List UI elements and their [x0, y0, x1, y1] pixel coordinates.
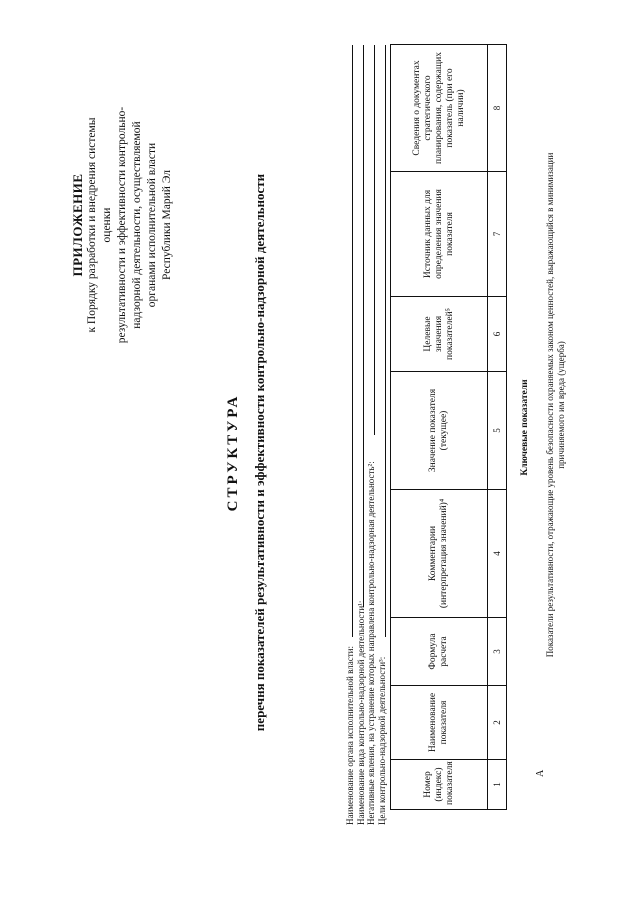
- header-cell: Источник данных для определения значения показателя: [391, 172, 488, 297]
- document-title: СТРУКТУРА: [225, 393, 241, 512]
- header-cell: Целевые значения показателей⁵: [391, 297, 488, 372]
- header-cell: Значение показателя (текущее): [391, 372, 488, 490]
- field-goals-label: Цели контрольно-надзорной деятельности³:: [376, 656, 387, 825]
- field-line-goals: [385, 45, 386, 637]
- column-number: 6: [488, 297, 507, 372]
- row-a-description: Показатели результативности, отражающие уровень безопасности охраняемых законом ценностей, выражающийся в минимизации причиняемого им вреда (ущерба): [545, 152, 566, 658]
- column-number: 8: [488, 45, 507, 172]
- header-cell: Комментарии (интерпретация значений)⁴: [391, 490, 488, 618]
- appendix-title: ПРИЛОЖЕНИЕ: [70, 173, 85, 277]
- column-number: 7: [488, 172, 507, 297]
- appendix-line: Республики Марий Эл: [161, 170, 173, 281]
- document-subtitle: перечня показателей результативности и эффективности контрольно-надзорной деятельности: [252, 173, 267, 732]
- field-line-activity-type: [363, 45, 364, 607]
- row-a-label: А: [535, 769, 546, 777]
- table-number-row: [488, 45, 507, 810]
- header-cell: Номер (индекс) показателя: [391, 760, 488, 810]
- table-header-row: [391, 45, 488, 810]
- appendix-line: надзорной деятельности, осуществляемой: [131, 121, 143, 329]
- column-number: 1: [488, 760, 507, 810]
- field-line-authority: [352, 45, 353, 637]
- appendix-line: к Порядку разработки и внедрения системы оценки: [86, 117, 113, 333]
- column-number: 3: [488, 618, 507, 686]
- header-cell: Наименование показателя: [391, 686, 488, 760]
- key-indicators-heading: Ключевые показатели: [520, 379, 530, 476]
- appendix-line: результативности и эффективности контрольно-: [116, 106, 128, 344]
- header-cell: Сведения о документах стратегического планирования, содержащих показатель (при его наличии): [391, 45, 488, 172]
- field-negative-phenomena-label: Негативные явления, на устранение которых направлена контрольно-надзорная деятельность²:: [366, 461, 376, 825]
- column-number: 4: [488, 490, 507, 618]
- column-number: 2: [488, 686, 507, 760]
- column-number: 5: [488, 372, 507, 490]
- header-cell: Формула расчета: [391, 618, 488, 686]
- indicators-table: [390, 44, 507, 810]
- appendix-header: [70, 105, 175, 345]
- field-line-negative-phenomena: [374, 45, 375, 435]
- appendix-line: органами исполнительной власти: [146, 142, 158, 308]
- field-authority-label: Наименование органа исполнительной власти:: [345, 646, 355, 825]
- field-activity-type-label: Наименование вида контрольно-надзорной деятельности¹:: [355, 600, 366, 825]
